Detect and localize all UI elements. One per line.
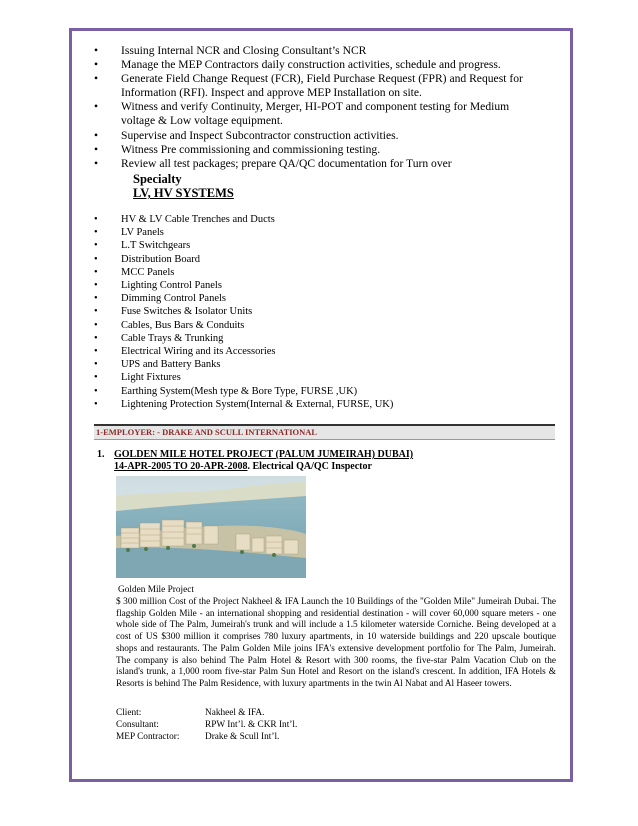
duties-list [94,44,544,171]
client-label: Client: [116,708,142,718]
project-role: . Electrical QA/QC Inspector [247,461,372,472]
project-photo [116,476,306,578]
client-value: Nakheel & IFA. [205,708,265,718]
project-title: GOLDEN MILE HOTEL PROJECT (PALUM JUMEIRAH) DUBAI) [114,449,414,460]
list-item: • Witness Pre commissioning and commissioning testing. [94,143,544,157]
list-item: • UPS and Battery Banks [94,358,544,371]
list-item: • Distribution Board [94,253,544,266]
list-item: • Cable Trays & Trunking [94,332,544,345]
project-dates: 14-APR-2005 TO 20-APR-2008 [114,461,248,472]
list-item: • Lighting Control Panels [94,279,544,292]
list-item: • Manage the MEP Contractors daily construction activities, schedule and progress. [94,58,544,72]
list-item: • LV Panels [94,226,544,239]
list-item: • Generate Field Change Request (FCR), Field Purchase Request (FPR) and Request for Information (RFI). Inspect and approve MEP Installation on site. [94,72,544,100]
list-item: • Light Fixtures [94,371,544,384]
list-item: • MCC Panels [94,266,544,279]
project-number: 1. [97,449,105,460]
list-item: • Issuing Internal NCR and Closing Consultant’s NCR [94,44,544,58]
specialty-heading: Specialty [133,172,182,186]
list-item: • Dimming Control Panels [94,292,544,305]
employer-heading: 1-EMPLOYER: - DRAKE AND SCULL INTERNATIONAL [94,426,555,439]
list-item: • Lightening Protection System(Internal & External, FURSE, UK) [94,398,544,411]
section-divider [94,439,555,440]
list-item: • Witness and verify Continuity, Merger, HI-POT and component testing for Medium voltage & Low voltage equipment. [94,100,544,128]
list-item: • Fuse Switches & Isolator Units [94,305,544,318]
list-item: • Supervise and Inspect Subcontractor construction activities. [94,129,544,143]
list-item: • Cables, Bus Bars & Conduits [94,319,544,332]
list-item: • Electrical Wiring and its Accessories [94,345,544,358]
project-photo-image [116,476,306,578]
mep-label: MEP Contractor: [116,732,180,742]
consultant-label: Consultant: [116,720,159,730]
project-description: $ 300 million Cost of the Project Nakheel & IFA Launch the 10 Buildings of the "Golden Mile" Jumeirah Dubai. The flagship Golden Mile - an international shopping and residential destination - will cover 60,000 square meters - one whole side of The Palm, Jumeirah's trunk and will include a 1.5 kilometer waterside Corniche. Being developed at a cost of US $300 million it comprises 780 luxury apartments, in 10 waterside buildings and 220 upscale boutique shops and restaurants. The Palm Golden Mile joins IFA's extensive development portfolio for The Palm, Jumeirah. The company is also behind The Palm Hotel & Resort with 300 rooms, the five-star Palm Vacation Club on the island's trunk, a 1,000 room five-star Palm Sun Hotel and Resort on the island's crescent. In addition, IFA Hotels & Resorts is behind The Palm Residence, with luxury apartments in the twin Al Nabat and Al Haseer towers. [116,597,556,689]
list-item: • L.T Switchgears [94,239,544,252]
list-item: • Earthing System(Mesh type & Bore Type, FURSE ,UK) [94,385,544,398]
list-item: • HV & LV Cable Trenches and Ducts [94,213,544,226]
project-dates-line [114,461,372,473]
mep-value: Drake & Scull Int’l. [205,732,280,742]
consultant-value: RPW Int’l. & CKR Int’l. [205,720,298,730]
photo-caption: Golden Mile Project [118,585,194,595]
specialty-subheading: LV, HV SYSTEMS [133,186,234,200]
specialty-list [94,213,544,411]
list-item: • Review all test packages; prepare QA/QC documentation for Turn over [94,157,544,171]
